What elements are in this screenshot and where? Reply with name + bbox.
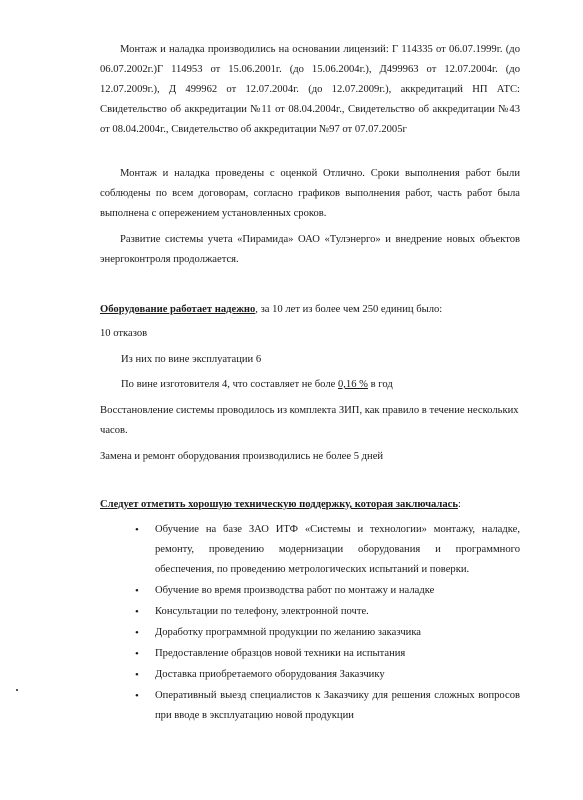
bullet-icon: • [135, 627, 139, 639]
reliability-line [100, 300, 520, 320]
list-item [100, 686, 520, 726]
list-item-text: Предоставление образцов новой техники на испытания [155, 648, 406, 659]
failure-percent: 0,16 % [337, 379, 368, 390]
bullet-icon: • [135, 585, 139, 597]
list-item [100, 520, 520, 580]
bullet-icon: • [135, 524, 139, 536]
replacement-line: Замена и ремонт оборудования производились не более 5 дней [100, 451, 384, 462]
list-item [100, 623, 520, 643]
reliability-rest: , за 10 лет из более чем 250 единиц было: [255, 304, 443, 315]
quality-paragraph: Монтаж и наладка проведены с оценкой Отлично. Сроки выполнения работ были соблюдены по всем договорам, согласно графиков выполнения работ, часть работ была выполнена с опережением установленных сроков. [100, 168, 520, 219]
support-list [100, 520, 520, 727]
development-paragraph: Развитие системы учета «Пирамида» ОАО «Тулэнерго» и внедрение новых объектов энергоконтроля продолжается. [100, 234, 520, 265]
reliability-bold-lead: Оборудование работает надежно [100, 304, 256, 315]
list-item [100, 581, 520, 601]
list-item-text: Доработку программной продукции по желанию заказчика [155, 627, 422, 638]
bullet-icon: • [135, 648, 139, 660]
operation-fault-line: Из них по вине эксплуатации 6 [121, 354, 262, 365]
manufacturer-fault-text: По вине изготовителя 4, что составляет не боле [121, 379, 338, 390]
list-item [100, 644, 520, 664]
support-heading-colon: : [457, 499, 461, 510]
list-item [100, 602, 520, 622]
list-item [100, 665, 520, 685]
restoration-paragraph: Восстановление системы проводилось из комплекта ЗИП, как правило в течение нескольких часов. [100, 405, 519, 436]
scan-speck [16, 689, 18, 691]
support-heading [100, 495, 520, 515]
bullet-icon: • [135, 606, 139, 618]
manufacturer-fault-suffix: в год [367, 379, 393, 390]
list-item-text: Консультации по телефону, электронной почте. [155, 606, 369, 617]
failures-line: 10 отказов [100, 328, 148, 339]
bullet-icon: • [135, 669, 139, 681]
bullet-icon: • [135, 690, 139, 702]
list-item-text: Обучение во время производства работ по монтажу и наладке [155, 585, 435, 596]
list-item-text: Доставка приобретаемого оборудования Заказчику [155, 669, 385, 680]
list-item-text: Оперативный выезд специалистов к Заказчику для решения сложных вопросов при вводе в эксплуатацию новой продукции [155, 690, 520, 721]
licenses-paragraph: Монтаж и наладка производились на основании лицензий: Г 114335 от 06.07.1999г. (до 06.07.2002г.)Г 114953 от 15.06.2001г. (до 15.06.2004г.), Д499963 от 12.07.2004г. (до 12.07.2009г.), Д 499962 от 12.07.2004г. (до 12.07.2009г.), аккредитаций НП АТС: Свидетельство об аккредитации №11 от 08.04.2004г., Свидетельство об аккредитации №43 от 08.04.2004г., Свидетельство об аккредитации №97 от 07.07.2005г [100, 44, 520, 135]
support-heading-text: Следует отметить хорошую техническую поддержку, которая заключалась [100, 499, 458, 510]
list-item-text: Обучение на базе ЗАО ИТФ «Системы и технологии» монтажу, наладке, ремонту, проведению модернизации оборудования и программного обеспечения, по проведению метрологических испытаний и поверки. [155, 524, 520, 575]
manufacturer-fault-line [121, 375, 521, 395]
